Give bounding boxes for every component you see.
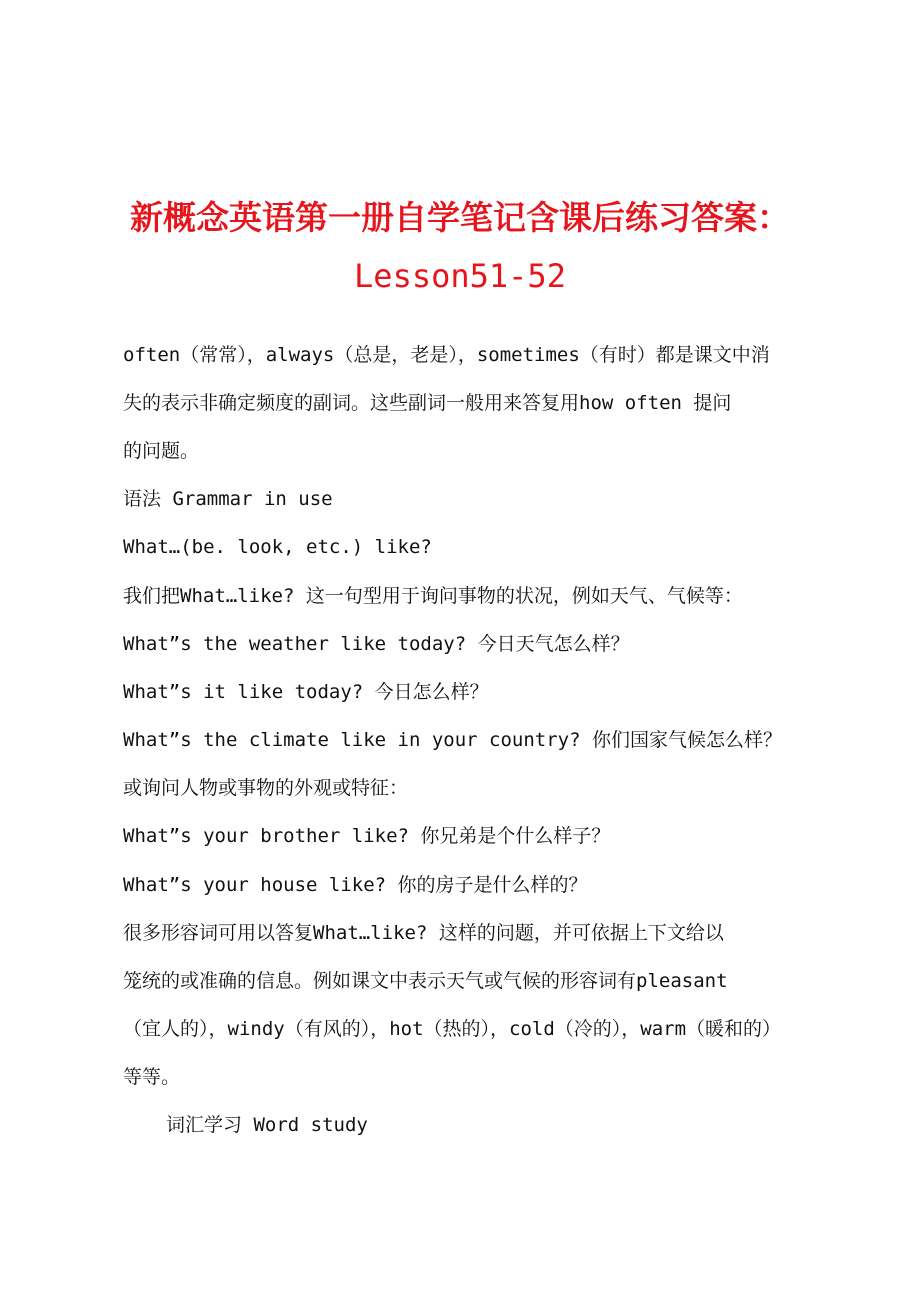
section-heading-grammar: 语法 Grammar in use: [123, 488, 333, 510]
body-line: （宜人的），windy（有风的），hot（热的），cold（冷的），warm（暖和的）: [123, 1018, 782, 1040]
section-heading-word-study: 词汇学习 Word study: [166, 1114, 368, 1136]
body-line: often（常常），always（总是，老是），sometimes（有时）都是课文中消: [123, 344, 770, 366]
example-line: What”s it like today? 今日怎么样？: [123, 681, 489, 703]
document-title-line-2: Lesson51-52: [354, 257, 566, 295]
example-line: What”s the climate like in your country? 你们国家气候怎么样？: [123, 729, 782, 751]
body-line: 等等。: [123, 1066, 181, 1088]
body-line: 的问题。: [123, 440, 200, 462]
body-line: 或询问人物或事物的外观或特征：: [123, 777, 409, 799]
body-line: 很多形容词可用以答复What…like? 这样的问题，并可依据上下文给以: [123, 922, 724, 944]
document-title-line-1: 新概念英语第一册自学笔记含课后练习答案：: [130, 198, 790, 237]
body-line: 笼统的或准确的信息。例如课文中表示天气或气候的形容词有pleasant: [123, 970, 728, 992]
example-line: What”s your house like? 你的房子是什么样的？: [123, 874, 588, 896]
example-line: What”s your brother like? 你兄弟是个什么样子？: [123, 825, 611, 847]
body-line: 失的表示非确定频度的副词。这些副词一般用来答复用how often 提问: [123, 392, 732, 414]
body-line: What…(be. look, etc.) like?: [123, 536, 432, 558]
body-line: 我们把What…like? 这一句型用于询问事物的状况，例如天气、气候等：: [123, 585, 743, 607]
example-line: What”s the weather like today? 今日天气怎么样？: [123, 633, 630, 655]
